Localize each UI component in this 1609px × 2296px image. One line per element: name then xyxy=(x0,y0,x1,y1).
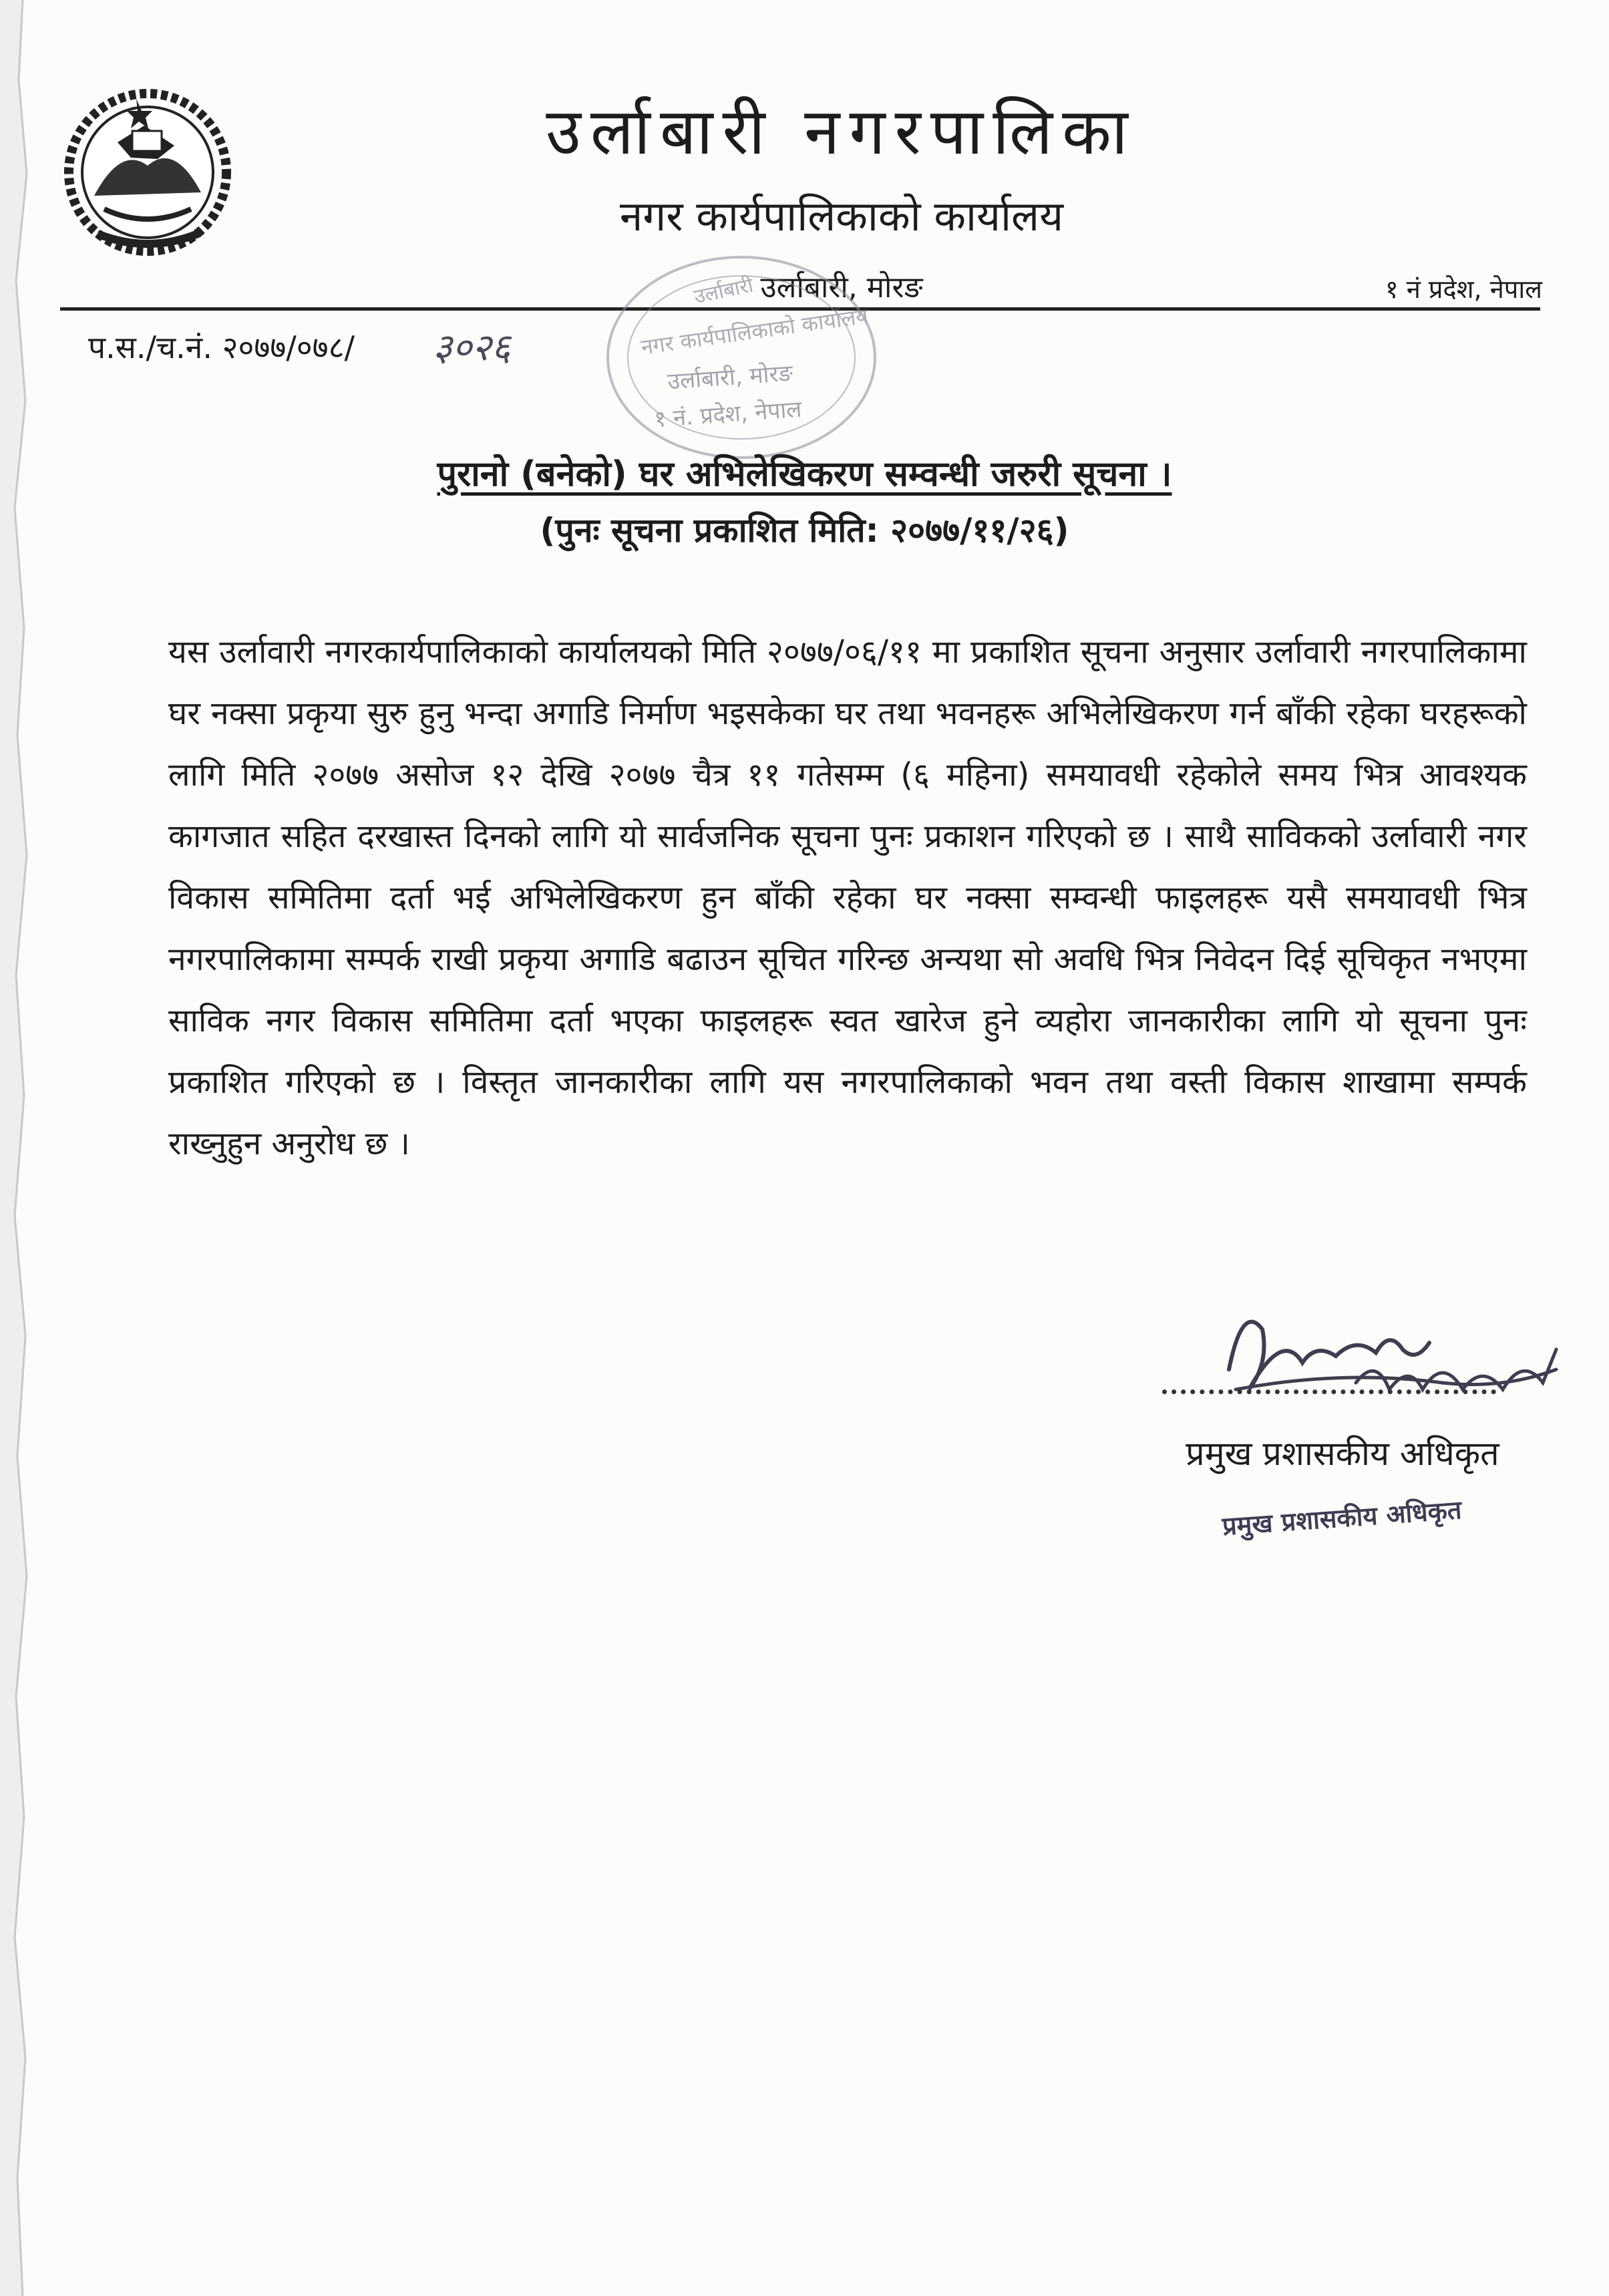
signatory-role-stamp: प्रमुख प्रशासकीय अधिकृत xyxy=(1221,1495,1463,1541)
stamp-line-4: १ नं. प्रदेश, नेपाल xyxy=(653,395,803,434)
nepal-government-emblem-logo xyxy=(57,79,238,259)
stamp-line-3: उर्लाबारी, मोरङ xyxy=(667,359,794,395)
reference-handwritten-number: ३०२६ xyxy=(433,326,511,369)
province-label: १ नं प्रदेश, नेपाल xyxy=(1385,275,1542,304)
office-name: नगर कार्यपालिकाको कार्यालय xyxy=(619,192,1064,240)
torn-paper-edge xyxy=(0,0,47,2296)
notice-republish-date: (पुनः सूचना प्रकाशित मिति: २०७७/११/२६) xyxy=(540,511,1069,550)
office-address: उर्लाबारी, मोरङ xyxy=(760,271,923,305)
reference-number: प.स./च.नं. २०७७/०७८/ xyxy=(88,329,355,365)
signature-line xyxy=(1162,1389,1496,1394)
municipality-name: उर्लाबारी नगरपालिका xyxy=(546,94,1137,169)
signatory-role: प्रमुख प्रशासकीय अधिकृत xyxy=(1186,1434,1499,1473)
notice-title xyxy=(0,449,1609,496)
stamp-line-1: उर्लाबारी xyxy=(691,273,755,309)
notice-title-text: पुरानो (बनेको) घर अभिलेखिकरण सम्वन्धी जरुरी सूचना । xyxy=(437,454,1172,494)
handwritten-signature xyxy=(1222,1289,1570,1436)
stamp-line-2: नगर कार्यपालिकाको कार्यालय xyxy=(639,303,870,360)
office-round-stamp xyxy=(581,247,902,468)
notice-body: यस उर्लावारी नगरकार्यपालिकाको कार्यालयको मिति २०७७/०६/११ मा प्रकाशित सूचना अनुसार उर्लावारी नगरपालिकामा घर नक्सा प्रकृया सुरु हुनु भन्दा अगाडि निर्माण भइसकेका घर तथा भवनहरू अभिलेखिकरण गर्न बाँकी रहेका घरहरूको लागि मिति २०७७ असोज १२ देखि २०७७ चैत्र ११ गतेसम्म (६ महिना) समयावधी रहेकोले समय भित्र आवश्यक कागजात सहित दरखास्त दिनको लागि यो सार्वजनिक सूचना पुनः प्रकाशन गरिएको छ । साथै साविकको उर्लावारी नगर विकास समितिमा दर्ता भई अभिलेखिकरण हुन बाँकी रहेका घर नक्सा सम्वन्धी फाइलहरू यसै समयावधी भित्र नगरपालिकामा सम्पर्क राखी प्रकृया अगाडि बढाउन सूचित गरिन्छ अन्यथा सो अवधि भित्र निवेदन दिई सूचिकृत नभएमा साविक नगर विकास समितिमा दर्ता भएका फाइलहरू स्वत खारेज हुने व्यहोरा जानकारीका लागि यो सूचना पुनः प्रकाशित गरिएको छ । विस्तृत जानकारीका लागि यस नगरपालिकाको भवन तथा वस्ती विकास शाखामा सम्पर्क राख्नुहुन अनुरोध छ । xyxy=(168,633,1527,1162)
